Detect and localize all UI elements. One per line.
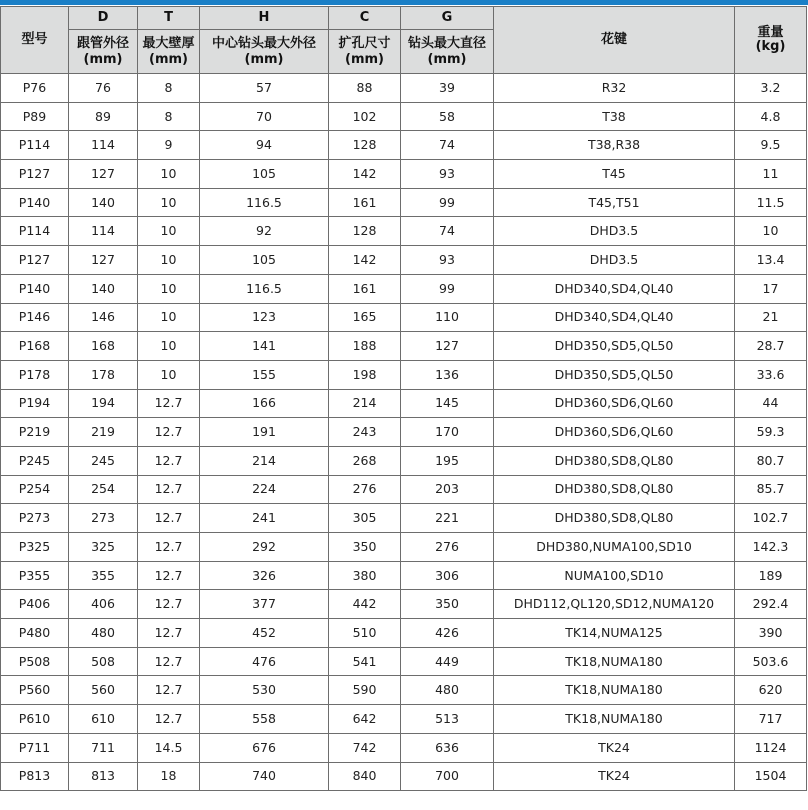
cell-d: 76	[69, 74, 138, 103]
cell-model: P508	[1, 647, 69, 676]
cell-t: 10	[138, 217, 200, 246]
cell-h: 155	[200, 360, 329, 389]
header-c-desc	[329, 30, 401, 74]
cell-g: 480	[401, 676, 494, 705]
table-row	[1, 74, 807, 103]
cell-weight: 21	[735, 303, 807, 332]
cell-g: 136	[401, 360, 494, 389]
header-h-unit: (mm)	[244, 51, 284, 67]
cell-c: 350	[329, 533, 401, 562]
table-header	[1, 7, 807, 74]
header-g-letter: G	[401, 7, 494, 30]
cell-t: 12.7	[138, 475, 200, 504]
table-row	[1, 102, 807, 131]
cell-h: 214	[200, 446, 329, 475]
cell-d: 168	[69, 332, 138, 361]
cell-d: 480	[69, 619, 138, 648]
cell-weight: 292.4	[735, 590, 807, 619]
cell-spline: TK18,NUMA180	[494, 705, 735, 734]
cell-g: 39	[401, 74, 494, 103]
cell-c: 188	[329, 332, 401, 361]
header-t-letter: T	[138, 7, 200, 30]
cell-c: 510	[329, 619, 401, 648]
cell-t: 12.7	[138, 619, 200, 648]
cell-spline: DHD340,SD4,QL40	[494, 274, 735, 303]
cell-model: P711	[1, 733, 69, 762]
cell-d: 325	[69, 533, 138, 562]
table-row	[1, 590, 807, 619]
header-c-unit: (mm)	[345, 51, 384, 67]
cell-h: 676	[200, 733, 329, 762]
cell-c: 165	[329, 303, 401, 332]
cell-h: 123	[200, 303, 329, 332]
cell-d: 219	[69, 418, 138, 447]
cell-d: 610	[69, 705, 138, 734]
cell-h: 241	[200, 504, 329, 533]
table-row	[1, 504, 807, 533]
header-weight	[735, 7, 807, 74]
cell-weight: 717	[735, 705, 807, 734]
cell-weight: 620	[735, 676, 807, 705]
cell-weight: 11	[735, 160, 807, 189]
cell-c: 161	[329, 188, 401, 217]
cell-g: 127	[401, 332, 494, 361]
header-weight-name: 重量	[757, 25, 784, 40]
table-row	[1, 561, 807, 590]
table-row	[1, 274, 807, 303]
cell-h: 191	[200, 418, 329, 447]
table-row	[1, 705, 807, 734]
cell-spline: R32	[494, 74, 735, 103]
cell-model: P245	[1, 446, 69, 475]
table-row	[1, 676, 807, 705]
cell-t: 10	[138, 246, 200, 275]
cell-spline: DHD3.5	[494, 246, 735, 275]
header-h-name: 中心钻头最大外径	[211, 35, 316, 51]
table-row	[1, 446, 807, 475]
cell-g: 449	[401, 647, 494, 676]
table-body	[1, 74, 807, 791]
cell-g: 74	[401, 217, 494, 246]
table-row	[1, 332, 807, 361]
cell-t: 8	[138, 102, 200, 131]
cell-h: 377	[200, 590, 329, 619]
cell-spline: DHD350,SD5,QL50	[494, 332, 735, 361]
cell-spline: NUMA100,SD10	[494, 561, 735, 590]
cell-model: P480	[1, 619, 69, 648]
cell-h: 558	[200, 705, 329, 734]
cell-h: 92	[200, 217, 329, 246]
cell-spline: T38	[494, 102, 735, 131]
cell-h: 57	[200, 74, 329, 103]
cell-c: 198	[329, 360, 401, 389]
cell-t: 12.7	[138, 418, 200, 447]
cell-weight: 503.6	[735, 647, 807, 676]
table-row	[1, 733, 807, 762]
cell-t: 9	[138, 131, 200, 160]
cell-t: 10	[138, 160, 200, 189]
cell-weight: 13.4	[735, 246, 807, 275]
cell-g: 99	[401, 188, 494, 217]
cell-model: P254	[1, 475, 69, 504]
table-row	[1, 533, 807, 562]
cell-spline: TK18,NUMA180	[494, 647, 735, 676]
cell-c: 161	[329, 274, 401, 303]
cell-model: P610	[1, 705, 69, 734]
cell-d: 114	[69, 131, 138, 160]
cell-spline: T45	[494, 160, 735, 189]
cell-model: P140	[1, 274, 69, 303]
cell-weight: 44	[735, 389, 807, 418]
cell-weight: 28.7	[735, 332, 807, 361]
cell-t: 10	[138, 188, 200, 217]
cell-g: 99	[401, 274, 494, 303]
cell-model: P76	[1, 74, 69, 103]
cell-spline: DHD340,SD4,QL40	[494, 303, 735, 332]
cell-d: 89	[69, 102, 138, 131]
cell-t: 10	[138, 303, 200, 332]
cell-g: 221	[401, 504, 494, 533]
cell-d: 273	[69, 504, 138, 533]
cell-h: 105	[200, 160, 329, 189]
cell-d: 178	[69, 360, 138, 389]
cell-c: 742	[329, 733, 401, 762]
cell-g: 110	[401, 303, 494, 332]
header-h-letter: H	[200, 7, 329, 30]
table-row	[1, 475, 807, 504]
cell-t: 12.7	[138, 389, 200, 418]
cell-model: P406	[1, 590, 69, 619]
cell-h: 94	[200, 131, 329, 160]
table-row	[1, 188, 807, 217]
cell-c: 214	[329, 389, 401, 418]
cell-spline: DHD360,SD6,QL60	[494, 418, 735, 447]
cell-h: 166	[200, 389, 329, 418]
header-d-name: 跟管外径	[76, 35, 129, 51]
cell-spline: DHD3.5	[494, 217, 735, 246]
cell-weight: 390	[735, 619, 807, 648]
cell-t: 12.7	[138, 533, 200, 562]
cell-g: 93	[401, 246, 494, 275]
cell-g: 58	[401, 102, 494, 131]
cell-model: P89	[1, 102, 69, 131]
table-row	[1, 131, 807, 160]
cell-weight: 17	[735, 274, 807, 303]
cell-c: 102	[329, 102, 401, 131]
cell-g: 203	[401, 475, 494, 504]
header-d-desc	[69, 30, 138, 74]
cell-g: 700	[401, 762, 494, 791]
cell-model: P168	[1, 332, 69, 361]
cell-t: 14.5	[138, 733, 200, 762]
cell-h: 141	[200, 332, 329, 361]
cell-g: 306	[401, 561, 494, 590]
cell-d: 813	[69, 762, 138, 791]
cell-c: 128	[329, 131, 401, 160]
cell-model: P127	[1, 246, 69, 275]
table-row	[1, 619, 807, 648]
cell-d: 406	[69, 590, 138, 619]
cell-t: 10	[138, 360, 200, 389]
table-row	[1, 246, 807, 275]
cell-model: P140	[1, 188, 69, 217]
cell-c: 142	[329, 246, 401, 275]
cell-weight: 10	[735, 217, 807, 246]
cell-h: 326	[200, 561, 329, 590]
cell-h: 105	[200, 246, 329, 275]
cell-spline: DHD380,NUMA100,SD10	[494, 533, 735, 562]
cell-model: P813	[1, 762, 69, 791]
cell-t: 12.7	[138, 446, 200, 475]
cell-d: 711	[69, 733, 138, 762]
cell-c: 276	[329, 475, 401, 504]
cell-g: 276	[401, 533, 494, 562]
cell-d: 140	[69, 188, 138, 217]
header-t-unit: (mm)	[149, 51, 188, 67]
cell-model: P325	[1, 533, 69, 562]
cell-weight: 11.5	[735, 188, 807, 217]
cell-spline: DHD380,SD8,QL80	[494, 475, 735, 504]
header-d-letter: D	[69, 7, 138, 30]
cell-model: P273	[1, 504, 69, 533]
cell-t: 12.7	[138, 590, 200, 619]
cell-spline: T38,R38	[494, 131, 735, 160]
cell-h: 476	[200, 647, 329, 676]
cell-model: P560	[1, 676, 69, 705]
cell-c: 642	[329, 705, 401, 734]
cell-weight: 1504	[735, 762, 807, 791]
cell-c: 88	[329, 74, 401, 103]
cell-t: 8	[138, 74, 200, 103]
cell-h: 740	[200, 762, 329, 791]
table-row	[1, 360, 807, 389]
cell-weight: 59.3	[735, 418, 807, 447]
cell-g: 74	[401, 131, 494, 160]
cell-weight: 33.6	[735, 360, 807, 389]
cell-spline: TK24	[494, 762, 735, 791]
cell-model: P178	[1, 360, 69, 389]
cell-d: 127	[69, 160, 138, 189]
cell-h: 452	[200, 619, 329, 648]
cell-c: 840	[329, 762, 401, 791]
cell-model: P194	[1, 389, 69, 418]
table-row	[1, 217, 807, 246]
cell-d: 194	[69, 389, 138, 418]
cell-g: 93	[401, 160, 494, 189]
cell-h: 116.5	[200, 274, 329, 303]
cell-h: 292	[200, 533, 329, 562]
cell-d: 127	[69, 246, 138, 275]
cell-d: 508	[69, 647, 138, 676]
header-c-name: 扩孔尺寸	[338, 35, 391, 51]
cell-d: 114	[69, 217, 138, 246]
cell-t: 12.7	[138, 561, 200, 590]
cell-c: 128	[329, 217, 401, 246]
cell-d: 254	[69, 475, 138, 504]
header-g-unit: (mm)	[427, 51, 467, 67]
header-d-unit: (mm)	[83, 51, 123, 67]
table-row	[1, 418, 807, 447]
cell-c: 380	[329, 561, 401, 590]
header-weight-unit: (kg)	[755, 39, 786, 54]
cell-h: 530	[200, 676, 329, 705]
cell-c: 305	[329, 504, 401, 533]
cell-h: 116.5	[200, 188, 329, 217]
table-row	[1, 647, 807, 676]
cell-d: 355	[69, 561, 138, 590]
cell-g: 513	[401, 705, 494, 734]
cell-spline: DHD360,SD6,QL60	[494, 389, 735, 418]
cell-t: 12.7	[138, 705, 200, 734]
cell-weight: 102.7	[735, 504, 807, 533]
table-row	[1, 160, 807, 189]
spec-table	[0, 6, 807, 791]
cell-h: 70	[200, 102, 329, 131]
cell-model: P219	[1, 418, 69, 447]
cell-c: 590	[329, 676, 401, 705]
cell-model: P114	[1, 217, 69, 246]
cell-weight: 3.2	[735, 74, 807, 103]
cell-spline: DHD350,SD5,QL50	[494, 360, 735, 389]
cell-c: 541	[329, 647, 401, 676]
cell-weight: 85.7	[735, 475, 807, 504]
top-accent-bar	[0, 0, 808, 5]
cell-d: 146	[69, 303, 138, 332]
table-row	[1, 389, 807, 418]
header-g-desc	[401, 30, 494, 74]
cell-t: 12.7	[138, 647, 200, 676]
cell-g: 145	[401, 389, 494, 418]
cell-weight: 142.3	[735, 533, 807, 562]
cell-model: P114	[1, 131, 69, 160]
table-row	[1, 762, 807, 791]
cell-spline: T45,T51	[494, 188, 735, 217]
cell-spline: DHD112,QL120,SD12,NUMA120	[494, 590, 735, 619]
cell-d: 140	[69, 274, 138, 303]
cell-c: 442	[329, 590, 401, 619]
cell-c: 142	[329, 160, 401, 189]
cell-g: 350	[401, 590, 494, 619]
cell-g: 170	[401, 418, 494, 447]
cell-t: 10	[138, 274, 200, 303]
cell-g: 195	[401, 446, 494, 475]
header-t-desc	[138, 30, 200, 74]
cell-h: 224	[200, 475, 329, 504]
cell-spline: TK24	[494, 733, 735, 762]
cell-model: P355	[1, 561, 69, 590]
cell-t: 12.7	[138, 676, 200, 705]
cell-d: 560	[69, 676, 138, 705]
header-h-desc	[200, 30, 329, 74]
cell-spline: TK14,NUMA125	[494, 619, 735, 648]
cell-spline: TK18,NUMA180	[494, 676, 735, 705]
cell-model: P127	[1, 160, 69, 189]
cell-weight: 4.8	[735, 102, 807, 131]
cell-spline: DHD380,SD8,QL80	[494, 504, 735, 533]
cell-t: 12.7	[138, 504, 200, 533]
cell-c: 243	[329, 418, 401, 447]
header-spline: 花键	[494, 7, 735, 74]
cell-weight: 80.7	[735, 446, 807, 475]
cell-c: 268	[329, 446, 401, 475]
cell-spline: DHD380,SD8,QL80	[494, 446, 735, 475]
table-row	[1, 303, 807, 332]
cell-weight: 189	[735, 561, 807, 590]
cell-model: P146	[1, 303, 69, 332]
cell-d: 245	[69, 446, 138, 475]
cell-weight: 9.5	[735, 131, 807, 160]
header-model: 型号	[1, 7, 69, 74]
cell-t: 18	[138, 762, 200, 791]
header-t-name: 最大壁厚	[142, 35, 195, 51]
cell-weight: 1124	[735, 733, 807, 762]
header-g-name: 钻头最大直径	[407, 35, 486, 51]
cell-g: 426	[401, 619, 494, 648]
header-c-letter: C	[329, 7, 401, 30]
cell-t: 10	[138, 332, 200, 361]
cell-g: 636	[401, 733, 494, 762]
